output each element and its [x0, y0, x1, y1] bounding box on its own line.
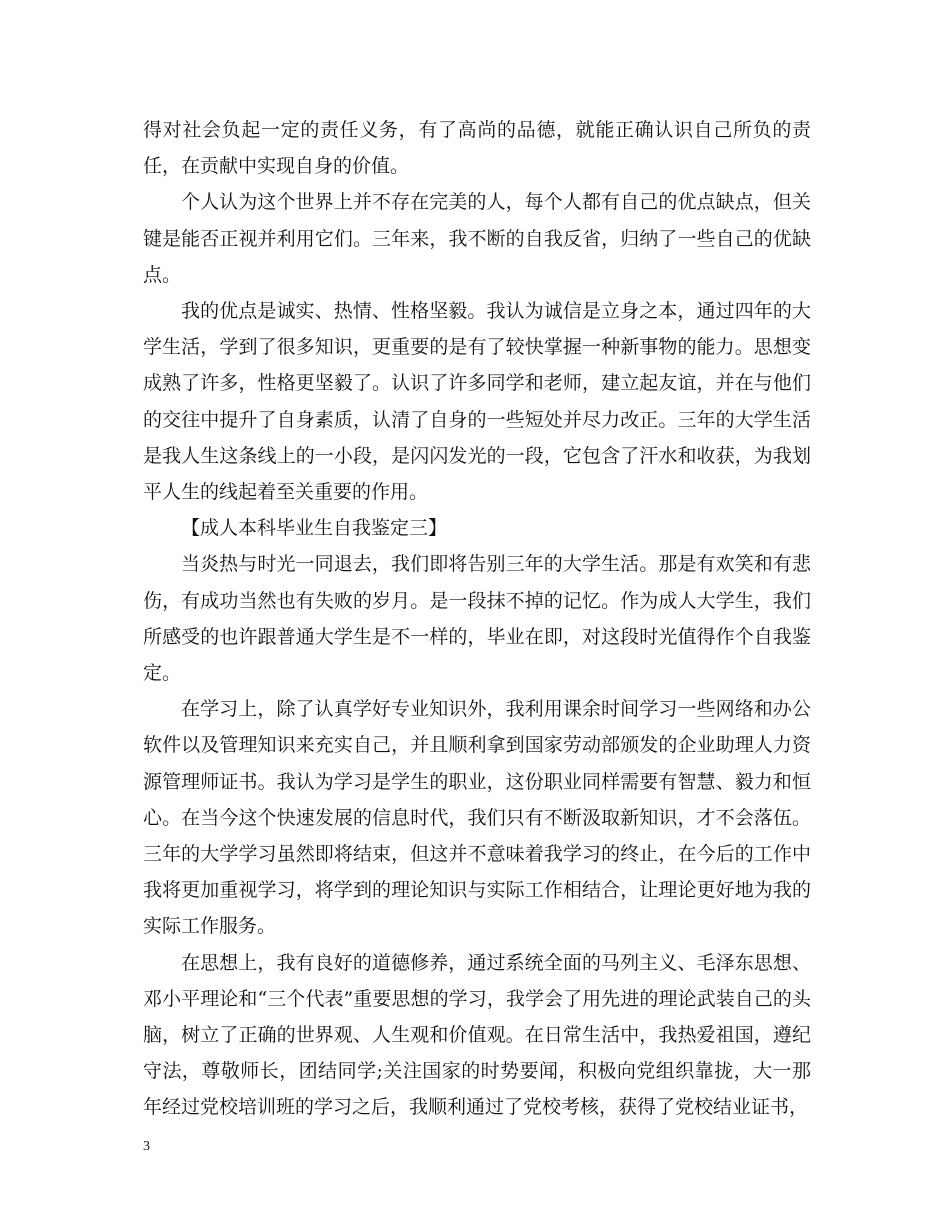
- paragraph-6: 在思想上，我有良好的道德修养，通过系统全面的马列主义、毛泽东思想、邓小平理论和“三个代表”重要思想的学习，我学会了用先进的理论武装自己的头脑，树立了正确的世界观、人生观和价值观。在日常生活中，我热爱祖国，遵纪守法，尊敬师长，团结同学;关注国家的时势要闻，积极向党组织靠拢，大一那年经过党校培训班的学习之后，我顺利通过了党校考核，获得了党校结业证书，: [143, 951, 811, 1119]
- document-body: [143, 112, 811, 1126]
- paragraph-2: 个人认为这个世界上并不存在完美的人，每个人都有自己的优点缺点，但关键是能否正视并利用它们。三年来，我不断的自我反省，归纳了一些自己的优缺点。: [143, 191, 811, 286]
- paragraph-1: 得对社会负起一定的责任义务，有了高尚的品德，就能正确认识自己所负的责任，在贡献中实现自身的价值。: [143, 119, 811, 178]
- paragraph-5: 在学习上，除了认真学好专业知识外，我利用课余时间学习一些网络和办公软件以及管理知识来充实自己，并且顺利拿到国家劳动部颁发的企业助理人力资源管理师证书。我认为学习是学生的职业，这份职业同样需要有智慧、毅力和恒心。在当今这个快速发展的信息时代，我们只有不断汲取新知识，才不会落伍。三年的大学学习虽然即将结束，但这并不意味着我学习的终止，在今后的工作中我将更加重视学习，将学到的理论知识与实际工作相结合，让理论更好地为我的实际工作服务。: [143, 698, 811, 938]
- page-number: 3: [143, 1139, 150, 1154]
- paragraph-3: 我的优点是诚实、热情、性格坚毅。我认为诚信是立身之本，通过四年的大学生活，学到了很多知识，更重要的是有了较快掌握一种新事物的能力。思想变成熟了许多，性格更坚毅了。认识了许多同学和老师，建立起友谊，并在与他们的交往中提升了自身素质，认清了自身的一些短处并尽力改正。三年的大学生活是我人生这条线上的一小段，是闪闪发光的一段，它包含了汗水和收获，为我划平人生的线起着至关重要的作用。: [143, 300, 811, 504]
- paragraph-4: 当炎热与时光一同退去，我们即将告别三年的大学生活。那是有欢笑和有悲伤，有成功当然也有失败的岁月。是一段抹不掉的记忆。作为成人大学生，我们所感受的也许跟普通大学生是不一样的，毕业在即，对这段时光值得作个自我鉴定。: [143, 553, 811, 685]
- section-heading: 【成人本科毕业生自我鉴定三】: [181, 517, 448, 540]
